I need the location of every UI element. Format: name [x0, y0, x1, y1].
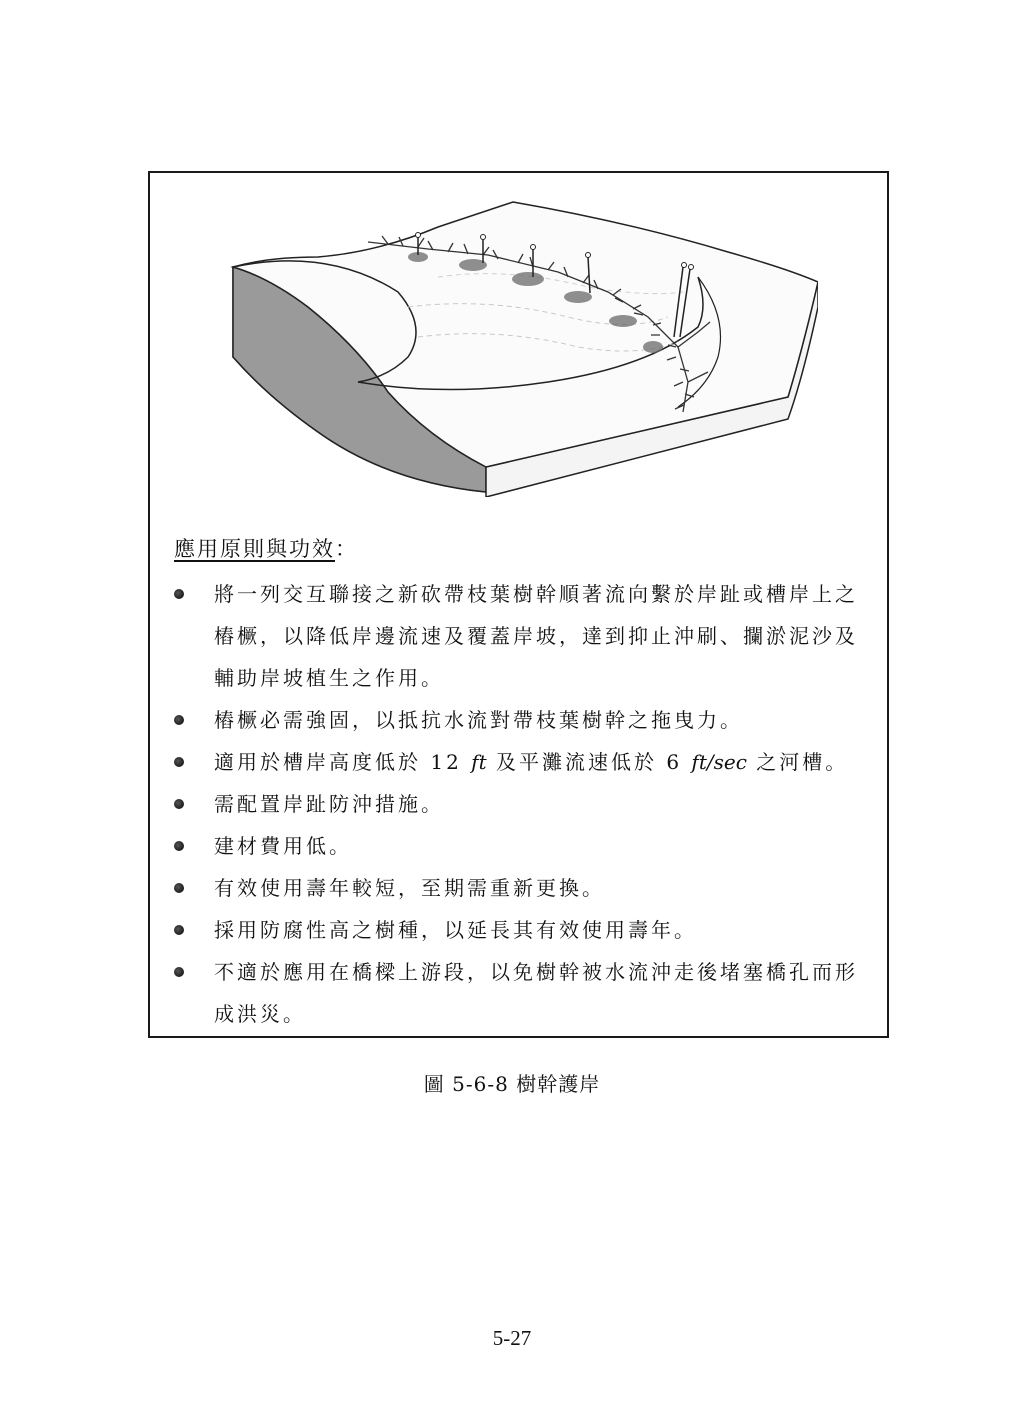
list-item-text: 需配置岸趾防沖措施。 — [214, 792, 444, 816]
list-item-text: 採用防腐性高之樹種，以延長其有效使用壽年。 — [214, 918, 697, 942]
list-item-text-part1: 適用於槽岸高度低於 12 — [214, 750, 472, 774]
unit-ft: ft — [471, 750, 487, 774]
list-item — [168, 699, 868, 741]
list-item-text-part2: 及平灘流速低於 6 — [486, 750, 692, 774]
tree-revetment-illustration — [228, 197, 818, 497]
bullet-icon — [174, 883, 184, 893]
list-item — [168, 573, 868, 699]
figure-box — [148, 171, 889, 1038]
bullet-icon — [174, 925, 184, 935]
bullet-icon — [174, 841, 184, 851]
list-item-text: 將一列交互聯接之新砍帶枝葉樹幹順著流向繫於岸趾或槽岸上之樁橛，以降低岸邊流速及覆蓋岸坡，達到抑止沖刷、攔淤泥沙及輔助岸坡植生之作用。 — [214, 582, 858, 690]
list-item — [168, 951, 868, 1035]
list-item — [168, 825, 868, 867]
list-item — [168, 867, 868, 909]
page-number: 5-27 — [492, 1326, 532, 1350]
bullet-icon — [174, 967, 184, 977]
bullet-icon — [174, 757, 184, 767]
list-item-text-part3: 之河槽。 — [746, 750, 849, 774]
list-item — [168, 909, 868, 951]
list-item-text: 樁橛必需強固，以抵抗水流對帶枝葉樹幹之拖曳力。 — [214, 708, 743, 732]
principles-heading-text: 應用原則與功效 — [174, 537, 335, 561]
figure-caption: 圖 5-6-8 樹幹護岸 — [423, 1072, 601, 1096]
bullet-icon — [174, 799, 184, 809]
principles-heading — [174, 533, 358, 563]
list-item-text: 有效使用壽年較短，至期需重新更換。 — [214, 876, 605, 900]
list-item-text: 不適於應用在橋樑上游段，以免樹幹被水流沖走後堵塞橋孔而形成洪災。 — [214, 960, 858, 1026]
list-item — [168, 741, 868, 783]
principles-heading-colon: ： — [335, 537, 358, 561]
bullet-icon — [174, 715, 184, 725]
principles-list — [168, 573, 868, 1035]
unit-ft-per-sec: ft/sec — [691, 750, 747, 774]
list-item — [168, 783, 868, 825]
list-item-text: 建材費用低。 — [214, 834, 352, 858]
bullet-icon — [174, 589, 184, 599]
